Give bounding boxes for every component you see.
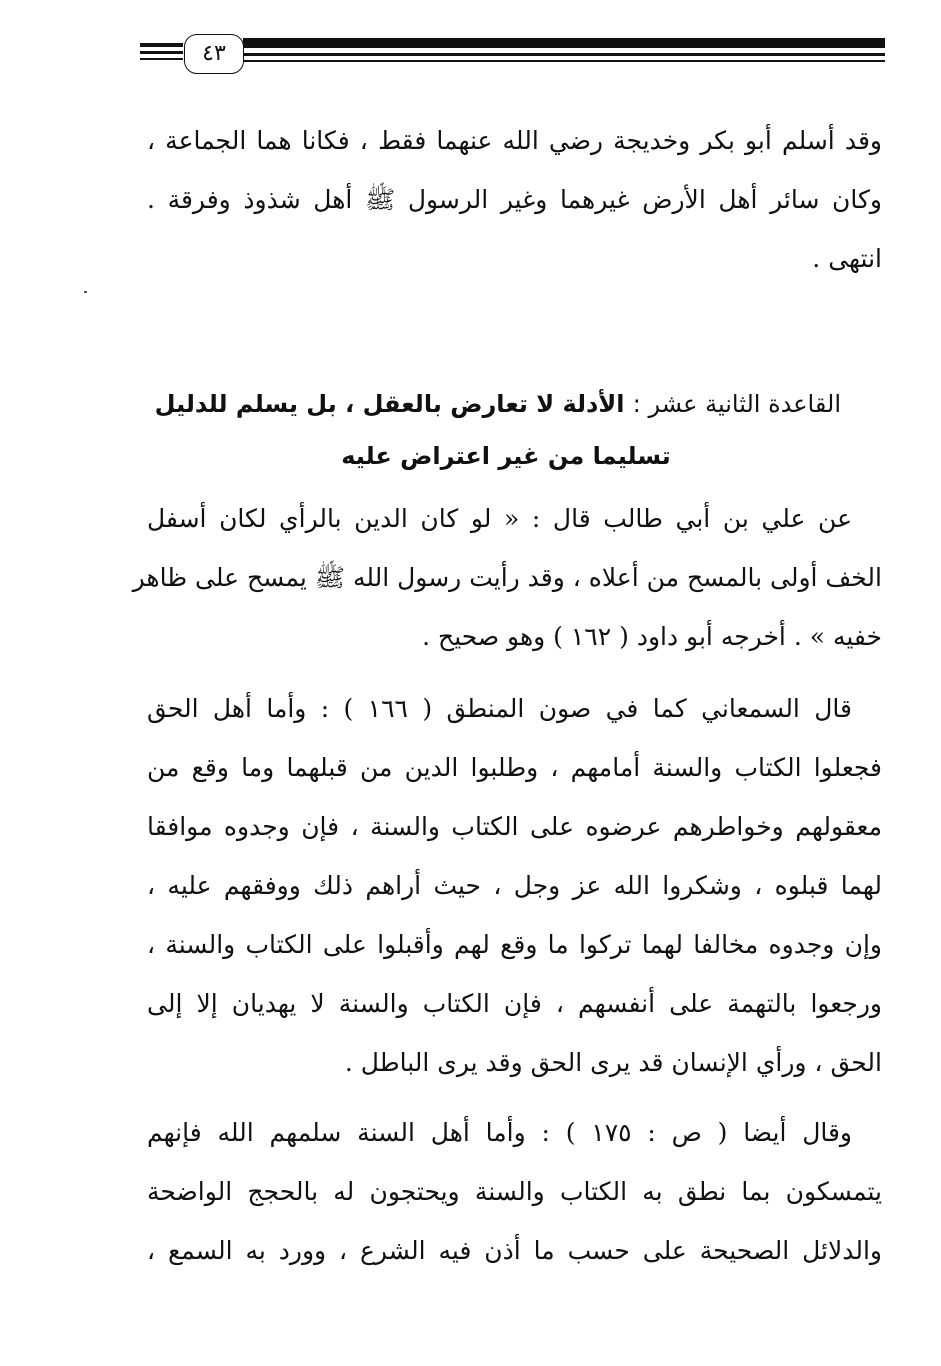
text-line: انتهى . bbox=[812, 244, 882, 273]
header-rule bbox=[140, 43, 183, 47]
intro-paragraph bbox=[147, 111, 882, 288]
text-line: ورجعوا بالتهمة على أنفسهم ، فإن الكتاب والسنة لا يهديان إلا إلى bbox=[147, 989, 882, 1018]
section-title bbox=[154, 378, 841, 482]
paragraph-3 bbox=[147, 1103, 882, 1280]
section-title-prefix: القاعدة الثانية عشر : bbox=[632, 390, 841, 418]
text-line: خفيه » . أخرجه أبو داود ( ١٦٢ ) وهو صحيح . bbox=[422, 622, 882, 651]
header-rule bbox=[140, 51, 183, 54]
header-rule bbox=[243, 60, 885, 62]
paragraph-1 bbox=[132, 489, 882, 666]
text-line: وقال أيضا ( ص : ١٧٥ ) : وأما أهل السنة سلمهم الله فإنهم bbox=[147, 1118, 853, 1147]
scan-speck bbox=[84, 291, 87, 293]
section-title-rule: الأدلة لا تعارض بالعقل ، بل يسلم للدليل bbox=[154, 390, 625, 418]
text-line: فجعلوا الكتاب والسنة أمامهم ، وطلبوا الدين من قبلهما وما وقع من bbox=[147, 753, 882, 782]
text-line: والدلائل الصحيحة على حسب ما أذن فيه الشرع ، وورد به السمع ، bbox=[147, 1236, 882, 1265]
text-line: معقولهم وخواطرهم عرضوه على الكتاب والسنة ، فإن وجدوه موافقا bbox=[147, 812, 882, 841]
text-line: قال السمعاني كما في صون المنطق ( ١٦٦ ) : وأما أهل الحق bbox=[147, 694, 852, 723]
text-line: يتمسكون بما نطق به الكتاب والسنة ويحتجون له بالحجج الواضحة bbox=[147, 1177, 882, 1206]
paragraph-2 bbox=[147, 679, 882, 1092]
text-line: وقد أسلم أبو بكر وخديجة رضي الله عنهما فقط ، فكانا هما الجماعة ، bbox=[147, 126, 882, 155]
section-title-line: تسليما من غير اعتراض عليه bbox=[341, 442, 671, 470]
header-rule bbox=[243, 38, 885, 48]
text-line: لهما قبلوه ، وشكروا الله عز وجل ، حيث أراهم ذلك ووفقهم عليه ، bbox=[147, 871, 882, 900]
text-line: الخف أولى بالمسح من أعلاه ، وقد رأيت رسول الله ﷺ يمسح على ظاهر bbox=[132, 563, 882, 592]
text-line: الحق ، ورأي الإنسان قد يرى الحق وقد يرى الباطل . bbox=[344, 1048, 882, 1077]
header-rule bbox=[243, 53, 885, 56]
page-number: ٤٣ bbox=[184, 34, 244, 74]
page-header bbox=[0, 34, 941, 79]
text-line: وإن وجدوه مخالفا لهما تركوا ما وقع لهم وأقبلوا على الكتاب والسنة ، bbox=[147, 930, 882, 959]
text-line: وكان سائر أهل الأرض غيرهما وغير الرسول ﷺ أهل شذوذ وفرقة . bbox=[147, 185, 882, 214]
section-title-line bbox=[154, 378, 841, 430]
text-line: عن علي بن أبي طالب قال : « لو كان الدين بالرأي لكان أسفل bbox=[147, 504, 852, 533]
header-rule bbox=[140, 58, 183, 60]
